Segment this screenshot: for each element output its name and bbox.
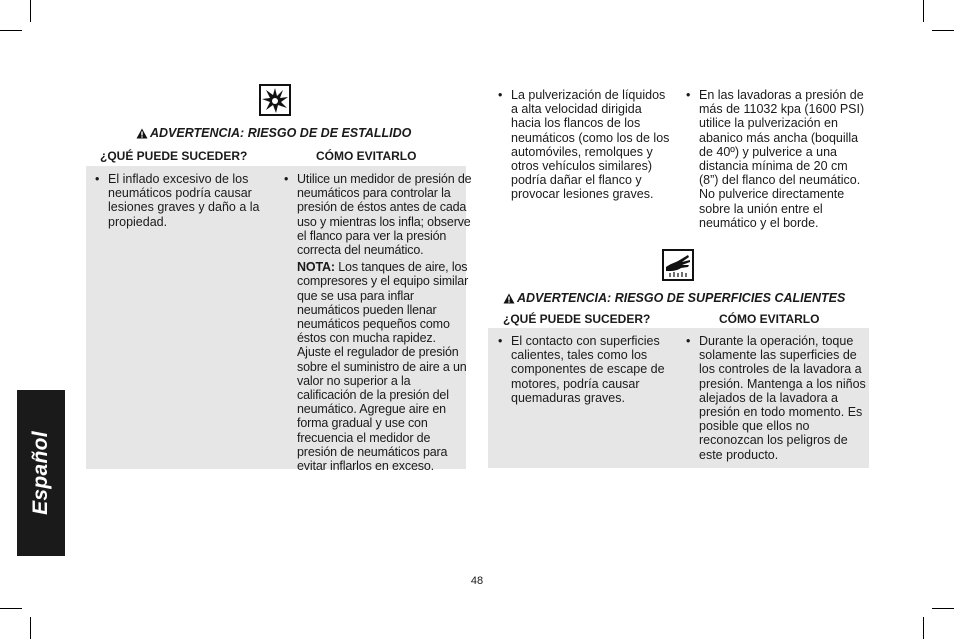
spray-right-list xyxy=(686,88,868,230)
crop-mark xyxy=(0,30,22,31)
list-item: • Durante la operación, toque solamente las superficies de los controles de la lavadora a presión. Mantenga a los niños alejados de la lavadora a presión en todo momento. Es posible que ellos no reconozcan los peligros de este producto. xyxy=(686,334,866,462)
burst-warning-title xyxy=(136,126,411,140)
crop-mark xyxy=(932,608,954,609)
crop-mark xyxy=(0,608,22,609)
hot-what-list xyxy=(498,334,673,405)
hot-surface-hand-icon xyxy=(662,249,694,281)
burst-col-how: CÓMO EVITARLO xyxy=(316,149,417,163)
page-number: 48 xyxy=(470,575,484,587)
spray-left-list xyxy=(498,88,673,202)
crop-mark xyxy=(932,30,954,31)
list-item xyxy=(284,172,472,473)
list-item: • La pulverización de líquidos a alta velocidad dirigida hacia los flancos de los neumáticos (como los de los automóviles, remolques y otros vehículos similares) podría dañar el flanco y provocar lesiones graves. xyxy=(498,88,673,202)
crop-mark xyxy=(30,0,31,22)
burst-warning-title-text: ADVERTENCIA: RIESGO DE DE ESTALLIDO xyxy=(150,126,412,140)
note-label: NOTA: xyxy=(297,260,335,275)
hot-warning-title-text: ADVERTENCIA: RIESGO DE SUPERFICIES CALIENTES xyxy=(517,291,846,305)
crop-mark xyxy=(923,617,924,639)
burst-how-text: • Utilice un medidor de presión de neumáticos para controlar la presión de éstos antes de cada uso y mientras los infla; observe el flanco para ver la presión correcta del neumático. xyxy=(297,172,472,258)
language-tab xyxy=(17,390,65,556)
crop-mark xyxy=(30,617,31,639)
list-item: • En las lavadoras a presión de más de 11032 kpa (1600 PSI) utilice la pulverización en abanico más ancha (boquilla de 40º) y pulverice a una distancia mínima de 20 cm (8”) del flanco del neumático. No pulverice directamente sobre la unión entre el neumático y el borde. xyxy=(686,88,868,230)
burst-how-list xyxy=(284,172,472,473)
crop-mark xyxy=(923,0,924,22)
hot-col-how: CÓMO EVITARLO xyxy=(719,312,820,326)
note-text: Los tanques de aire, los compresores y el equipo similar que se usa para inflar neumáticos pueden llenar neumáticos pequeños como éstos con mucha rapidez. Ajuste el regulador de presión sobre el suministro de aire a un valor no superior a la calificación de la presión del neumático. Agregue aire en forma gradual y use con frecuencia el medidor de presión de neumáticos para evitar inflarlos en exceso. xyxy=(297,260,469,474)
list-item: • El inflado excesivo de los neumáticos podría causar lesiones graves y daño a la propiedad. xyxy=(95,172,273,229)
burst-note xyxy=(297,260,472,473)
burst-col-what: ¿QUÉ PUEDE SUCEDER? xyxy=(100,149,248,163)
burst-what-list xyxy=(95,172,273,229)
list-item: • El contacto con superficies calientes, tales como los componentes de escape de motores, podría causar quemaduras graves. xyxy=(498,334,673,405)
hot-how-list xyxy=(686,334,866,462)
hot-warning-title xyxy=(503,291,845,305)
explosion-icon xyxy=(259,84,291,116)
language-tab-label: Español xyxy=(29,431,53,515)
hot-col-what: ¿QUÉ PUEDE SUCEDER? xyxy=(503,312,651,326)
warning-triangle-icon xyxy=(503,293,515,304)
warning-triangle-icon xyxy=(136,128,148,139)
